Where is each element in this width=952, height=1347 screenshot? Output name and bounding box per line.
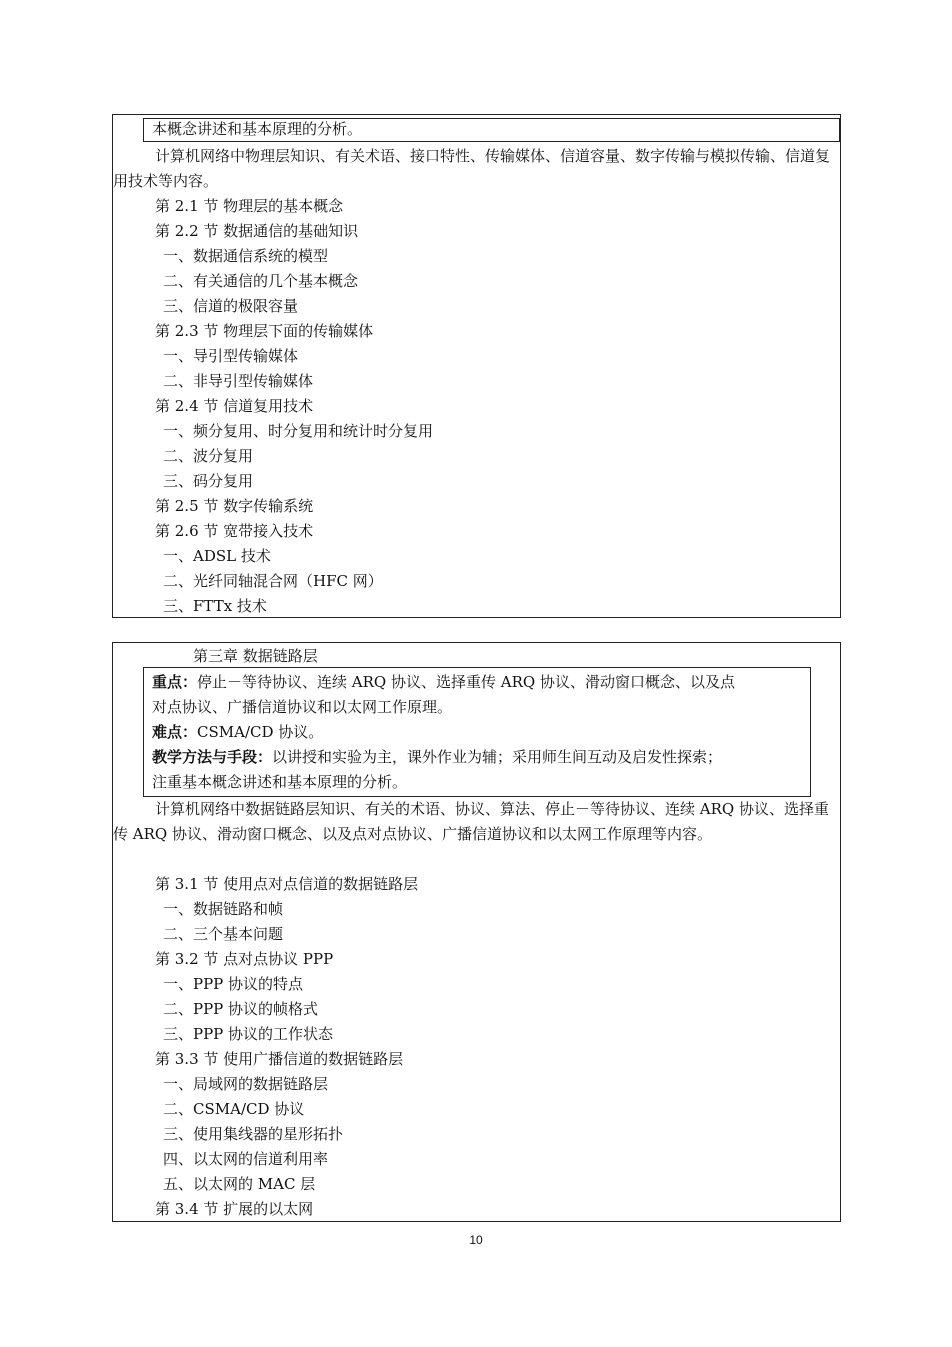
subsection-item: 四、以太网的信道利用率 [163,1150,329,1168]
subsection-item: 二、非导引型传输媒体 [163,372,314,390]
chapter3-summary-paragraph: 计算机网络中数据链路层知识、有关的术语、协议、算法、停止－等待协议、连续 ARQ 协议、选择重传 ARQ 协议、滑动窗口概念、以及点对点协议、广播信道协议和以太网工作原理等内容。 [113,800,829,843]
subsection-item: 三、信道的极限容量 [163,297,299,315]
section-3-4: 第 3.4 节 扩展的以太网 [155,1200,314,1218]
method-line [152,745,722,770]
section-3-3: 第 3.3 节 使用广播信道的数据链路层 [155,1050,404,1068]
subsection-item: 二、CSMA/CD 协议 [163,1100,305,1118]
subsection-item: 二、波分复用 [163,447,254,465]
section-2-3: 第 2.3 节 物理层下面的传输媒体 [155,322,374,340]
section-3-1: 第 3.1 节 使用点对点信道的数据链路层 [155,875,419,893]
chapter2-summary-paragraph: 计算机网络中物理层知识、有关术语、接口特性、传输媒体、信道容量、数字传输与模拟传输、信道复用技术等内容。 [113,147,831,190]
section-2-6: 第 2.6 节 宽带接入技术 [155,522,314,540]
key-text-continued: 对点协议、广播信道协议和以太网工作原理。 [152,698,453,716]
difficulty-line [152,720,323,745]
difficulty-label: 难点： [152,723,198,741]
key-text: 停止－等待协议、连续 ARQ 协议、选择重传 ARQ 协议、滑动窗口概念、以及点 [197,673,735,691]
chapter2-content-box [112,114,841,618]
subsection-item: 一、数据链路和帧 [163,900,284,918]
method-label: 教学方法与手段： [152,748,273,766]
key-label: 重点： [152,673,198,691]
subsection-item: 三、PPP 协议的工作状态 [163,1025,334,1043]
method-text: 以讲授和实验为主，课外作业为辅；采用师生间互动及启发性探索； [272,748,723,766]
section-2-4: 第 2.4 节 信道复用技术 [155,397,314,415]
subsection-item: 一、频分复用、时分复用和统计时分复用 [163,422,434,440]
section-2-2: 第 2.2 节 数据通信的基础知识 [155,222,359,240]
subsection-item: 一、导引型传输媒体 [163,347,299,365]
section-2-1: 第 2.1 节 物理层的基本概念 [155,197,344,215]
key-points-box [143,667,811,797]
section-2-5: 第 2.5 节 数字传输系统 [155,497,314,515]
subsection-item: 五、以太网的 MAC 层 [163,1175,316,1193]
continued-method-box [143,118,840,142]
subsection-item: 一、PPP 协议的特点 [163,975,304,993]
subsection-item: 二、光纤同轴混合网（HFC 网） [163,572,383,590]
chapter3-content-box [112,642,841,1222]
subsection-item: 三、码分复用 [163,472,254,490]
subsection-item: 三、使用集线器的星形拓扑 [163,1125,344,1143]
chapter-title: 第三章 数据链路层 [193,647,318,665]
section-3-2: 第 3.2 节 点对点协议 PPP [155,950,334,968]
subsection-item: 三、FTTx 技术 [163,597,267,615]
page-number: 10 [469,1233,483,1247]
continued-text: 本概念讲述和基本原理的分析。 [152,120,363,138]
subsection-item: 二、PPP 协议的帧格式 [163,1000,319,1018]
subsection-item: 二、有关通信的几个基本概念 [163,272,359,290]
subsection-item: 一、数据通信系统的模型 [163,247,329,265]
key-points-line [152,670,735,695]
subsection-item: 一、局域网的数据链路层 [163,1075,329,1093]
subsection-item: 一、ADSL 技术 [163,547,271,565]
difficulty-text: CSMA/CD 协议。 [197,723,324,741]
method-text-continued: 注重基本概念讲述和基本原理的分析。 [152,773,408,791]
subsection-item: 二、三个基本问题 [163,925,284,943]
